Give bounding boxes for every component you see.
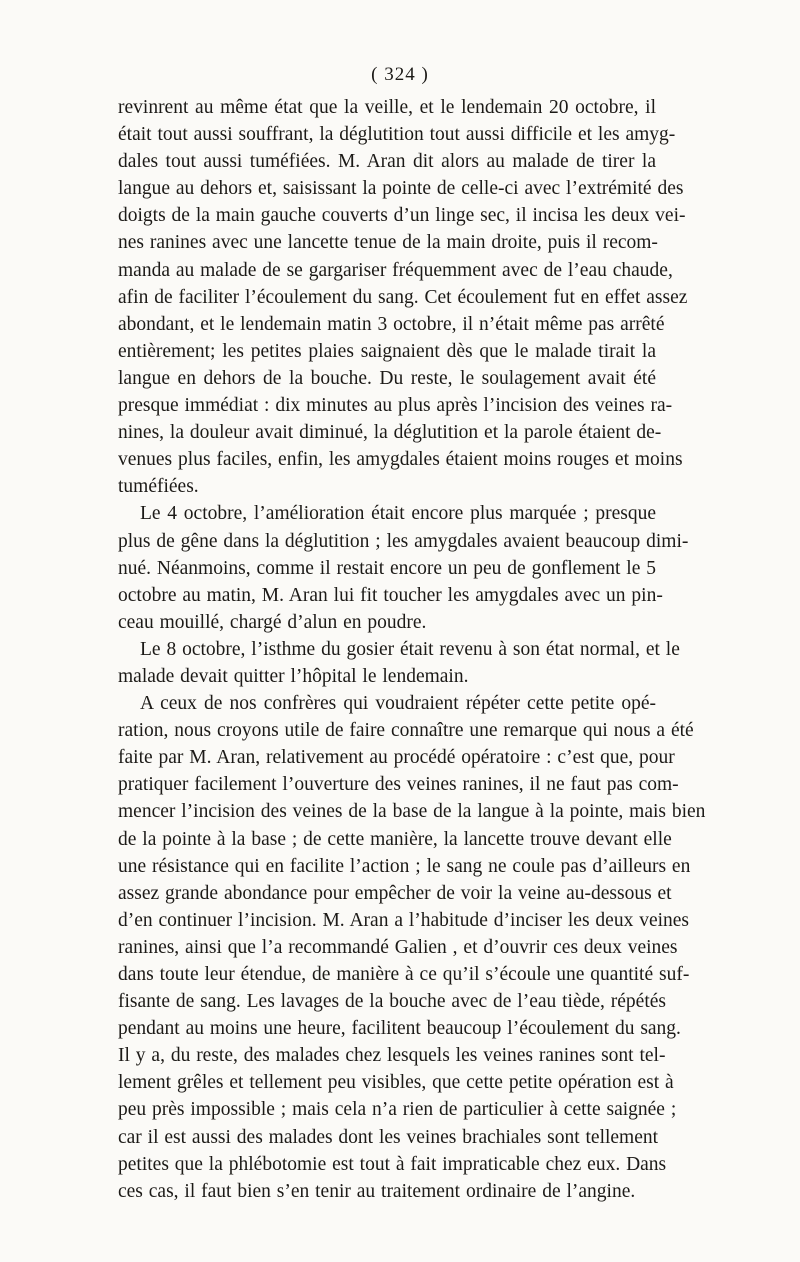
text-line: ceau mouillé, chargé d’alun en poudre.: [118, 611, 427, 633]
text-line: dales tout aussi tuméfiées. M. Aran dit alors au malade de tirer la: [118, 151, 656, 173]
text-line: manda au malade de se gargariser fréquemment avec de l’eau chaude,: [118, 259, 673, 281]
text-line: presque immédiat : dix minutes au plus après l’incision des veines ra-: [118, 395, 673, 417]
text-line: mencer l’incision des veines de la base de la langue à la pointe, mais bien: [118, 801, 706, 823]
text-line: ration, nous croyons utile de faire connaître une remarque qui nous a été: [118, 720, 694, 742]
text-line: Le 4 octobre, l’amélioration était encore plus marquée ; presque: [140, 503, 656, 525]
text-line: fisante de sang. Les lavages de la bouche avec de l’eau tiède, répétés: [118, 991, 666, 1013]
text-line: Le 8 octobre, l’isthme du gosier était revenu à son état normal, et le: [140, 638, 680, 660]
text-line: tuméfiées.: [118, 476, 199, 498]
body-text: [118, 94, 706, 1205]
text-line: peu près impossible ; mais cela n’a rien de particulier à cette saignée ;: [118, 1099, 677, 1121]
text-line: malade devait quitter l’hôpital le lendemain.: [118, 665, 469, 687]
text-line: une résistance qui en facilite l’action ; le sang ne coule pas d’ailleurs en: [118, 855, 691, 877]
paragraph: [118, 636, 680, 690]
text-line: Il y a, du reste, des malades chez lesquels les veines ranines sont tel-: [118, 1045, 666, 1067]
text-line: était tout aussi souffrant, la déglutition tout aussi difficile et les amyg-: [118, 124, 676, 146]
text-line: abondant, et le lendemain matin 3 octobre, il n’était même pas arrêté: [118, 313, 665, 335]
text-line: assez grande abondance pour empêcher de voir la veine au-dessous et: [118, 882, 672, 904]
text-line: nes ranines avec une lancette tenue de la main droite, puis il recom-: [118, 232, 658, 254]
text-line: ranines, ainsi que l’a recommandé Galien , et d’ouvrir ces deux veines: [118, 936, 678, 958]
text-line: ces cas, il faut bien s’en tenir au traitement ordinaire de l’angine.: [118, 1180, 636, 1202]
text-line: petites que la phlébotomie est tout à fait impraticable chez eux. Dans: [118, 1153, 667, 1175]
text-line: venues plus faciles, enfin, les amygdales étaient moins rouges et moins: [118, 449, 683, 471]
text-line: langue en dehors de la bouche. Du reste, le soulagement avait été: [118, 367, 656, 389]
text-line: car il est aussi des malades dont les veines brachiales sont tellement: [118, 1126, 659, 1148]
text-line: de la pointe à la base ; de cette manière, la lancette trouve devant elle: [118, 828, 672, 850]
text-line: lement grêles et tellement peu visibles, que cette petite opération est à: [118, 1072, 674, 1094]
text-line: d’en continuer l’incision. M. Aran a l’habitude d’inciser les deux veines: [118, 909, 690, 931]
text-line: afin de faciliter l’écoulement du sang. Cet écoulement fut en effet assez: [118, 286, 688, 308]
text-line: dans toute leur étendue, de manière à ce qu’il s’écoule une quantité suf-: [118, 964, 690, 985]
text-line: A ceux de nos confrères qui voudraient répéter cette petite opé-: [140, 693, 656, 715]
text-line: entièrement; les petites plaies saignaient dès que le malade tirait la: [118, 340, 656, 362]
text-line: nué. Néanmoins, comme il restait encore un peu de gonflement le 5: [118, 557, 656, 579]
paragraph: [118, 690, 706, 1205]
text-line: plus de gêne dans la déglutition ; les amygdales avaient beaucoup dimi-: [118, 530, 689, 552]
text-line: pratiquer facilement l’ouverture des veines ranines, il ne faut pas com-: [118, 774, 679, 796]
text-line: pendant au moins une heure, facilitent beaucoup l’écoulement du sang.: [118, 1018, 681, 1040]
page-number: ( 324 ): [371, 64, 429, 85]
text-line: revinrent au même état que la veille, et le lendemain 20 octobre, il: [118, 97, 656, 118]
text-line: faite par M. Aran, relativement au procédé opératoire : c’est que, pour: [118, 747, 675, 769]
text-line: doigts de la main gauche couverts d’un linge sec, il incisa les deux vei-: [118, 205, 686, 227]
text-line: nines, la douleur avait diminué, la déglutition et la parole étaient de-: [118, 422, 662, 444]
paragraph: [118, 500, 689, 635]
text-line: langue au dehors et, saisissant la pointe de celle-ci avec l’extrémité des: [118, 178, 684, 200]
paragraph: [118, 94, 688, 500]
text-line: octobre au matin, M. Aran lui fit toucher les amygdales avec un pin-: [118, 584, 663, 606]
